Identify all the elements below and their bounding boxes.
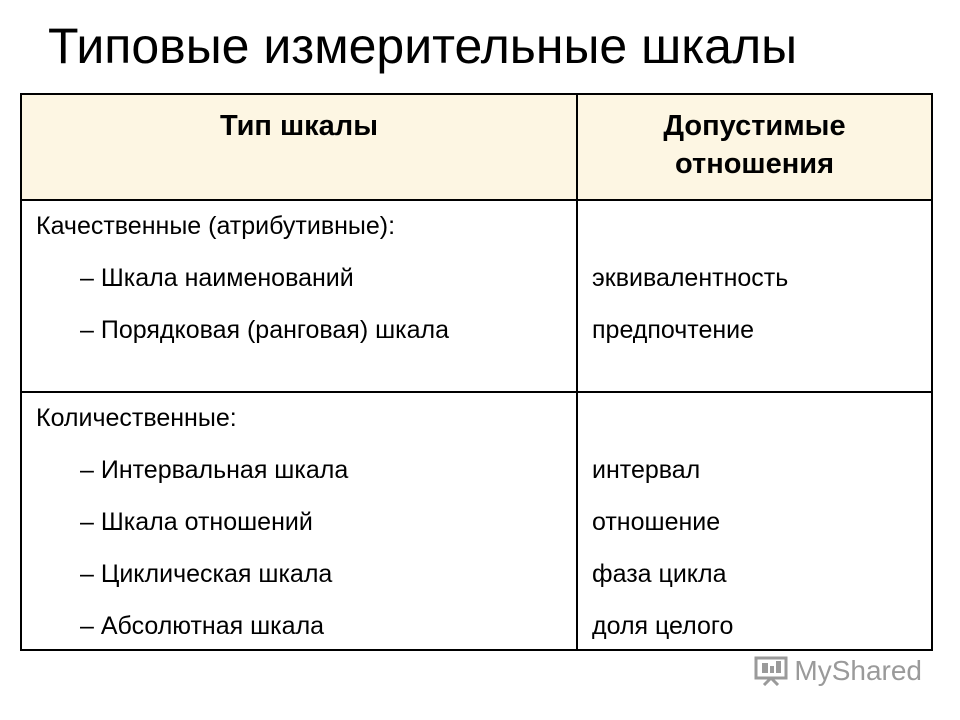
group-label: Качественные (атрибутивные): bbox=[36, 212, 396, 240]
scale-name: – Шкала наименований bbox=[80, 264, 354, 292]
group-label: Количественные: bbox=[36, 404, 237, 432]
scale-name: – Порядковая (ранговая) шкала bbox=[80, 316, 450, 344]
relation-value: фаза цикла bbox=[592, 560, 727, 588]
table-header-row bbox=[21, 94, 932, 200]
table-row-quantitative bbox=[21, 392, 932, 650]
header-scale-type: Тип шкалы bbox=[21, 94, 577, 200]
relation-value: отношение bbox=[592, 508, 721, 536]
scale-name: – Шкала отношений bbox=[80, 508, 313, 536]
table-row-qualitative bbox=[21, 200, 932, 392]
scales-table bbox=[20, 93, 933, 651]
relation-value: доля целого bbox=[592, 612, 734, 640]
scale-cell bbox=[21, 392, 577, 650]
relation-cell bbox=[577, 200, 932, 392]
scale-name: – Интервальная шкала bbox=[80, 456, 349, 484]
scale-name: – Циклическая шкала bbox=[80, 560, 333, 588]
scale-cell bbox=[21, 200, 577, 392]
relation-value: предпочтение bbox=[592, 316, 755, 344]
slide-title: Типовые измерительные шкалы bbox=[48, 18, 798, 74]
relation-value: эквивалентность bbox=[592, 264, 789, 292]
relation-cell bbox=[577, 392, 932, 650]
watermark-text: MyShared bbox=[794, 655, 922, 686]
scale-name: – Абсолютная шкала bbox=[80, 612, 325, 640]
presentation-icon bbox=[754, 656, 788, 686]
watermark-logo bbox=[754, 655, 922, 687]
relation-value: интервал bbox=[592, 456, 701, 484]
header-allowed-relations: Допустимые отношения bbox=[577, 94, 932, 200]
